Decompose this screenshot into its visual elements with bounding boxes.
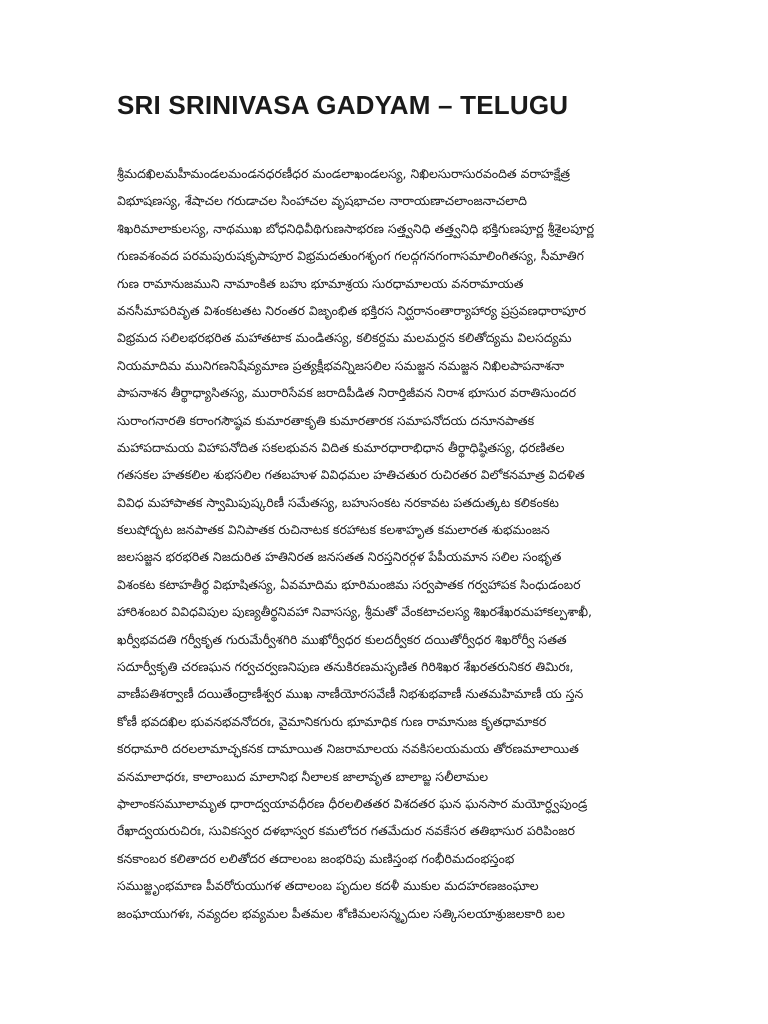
text-line: హారిశంబర వివిధవిపుల పుణ్యతీర్థనివహా నివాసస్య, శ్రీమతో వేంకటాచలస్య శిఖరశేఖరమహాకల్పశాఖీ, [117, 604, 593, 620]
text-line: విశంకట కటాహతీర్థ విభూషితస్య, ఏవమాదిమ భూరిమంజిమ సర్వపాతక గర్వహాపక సింధుడంబర [117, 576, 581, 592]
text-line: శ్రీమదఖిలమహీమండలమండనధరణీధర మండలాఖండలస్య, నిఖిలసురాసురవందిత వరాహక్షేత్ర [117, 166, 570, 181]
text-line: వాణీపతిశర్వాణీ దయితేంద్రాణీశ్వర ముఖ నాణీయోరసవేణీ నిభశుభవాణీ నుతమహిమాణీ య స్తన [117, 686, 584, 702]
text-line: కరధామారి దరలలామాచ్ఛకనక దామాయిత నిజరామాలయ నవకిసలయమయ తోరణమాలాయిత [117, 741, 579, 757]
text-line: గుణవశంవద పరమపురుషకృపాపూర విభ్రమదతుంగశృంగ గలద్గగనగంగాసమాలింగితస్య, సీమాతిగ [117, 248, 584, 264]
text-line: గతసకల హతకలిల శుభసలిల గతబహుళ వివిధమల హతిచతుర రుచిరతర విలోకనమాత్ర విదళిత [117, 467, 585, 483]
text-line: సురాంగనారతి కరాంగసౌష్ఠవ కుమారతాకృతి కుమారతారక సమాపనోదయ దనూనపాతక [117, 412, 535, 428]
text-line: జలసజ్జన భరభరిత నిజదురిత హతినిరత జనసతత నిరస్తనిరర్గళ పేపీయమాన సలిల సంభృత [117, 549, 562, 565]
text-line: వివిధ మహాపాతక స్వామిపుష్కరిణీ సమేతస్య, బహుసంకట నరకావట పతదుత్కట కలికంకట [117, 494, 559, 510]
text-line: వనమాలాధరః, కాలాంబుద మాలానిభ నీలాలక జాలావృత బాలాబ్జ సలీలామల [117, 768, 489, 784]
text-line: ఖర్వీభవదతి గర్వీకృత గురుమేర్వీశగిరి ముఖోర్వీధర కులదర్వీకర దయితోర్వీధర శిఖరోర్వీ సతత [117, 631, 567, 647]
text-line: కోణీ భవదఖిల భువనభవనోదరః, వైమానికగురు భూమాధిక గుణ రామానుజ కృతధామాకర [117, 713, 547, 729]
text-line: జంఘాయుగళః, నవ్యదల భవ్యమల పీతమల శోణిమలసన్మృదుల సత్కిసలయాశ్రుజలకారి బల [117, 905, 565, 921]
text-line: సదూర్వీకృతి చరణఘన గర్వచర్వణనిపుణ తనుకిరణమసృణిత గిరిశిఖర శేఖరతరునికర తిమిరః, [117, 659, 574, 675]
text-line: రేఖాద్వయరుచిరః, సువికస్వర దళభాస్వర కమలోదర గతమేదుర నవకేసర తతిభాసుర పరిపింజర [117, 823, 575, 839]
text-line: గుణ రామానుజముని నామాంకిత బహు భూమాశ్రయ సురధామాలయ వనరామాయత [117, 275, 524, 291]
text-line: మహాపదామయ విహాపనోదిత సకలభువన విదిత కుమారధారాభిధాన తీర్థాధిష్ఠితస్య, ధరణితల [117, 439, 565, 455]
text-line: వనసీమాపరివృత విశంకటతట నిరంతర విజృంభిత భక్తిరస నిర్ఘరానంతార్యాహార్య ప్రస్రవణధారాపూర [117, 302, 586, 318]
gadyam-text-body [117, 160, 657, 927]
text-line: కనకాంబర కలితాదర లలితోదర తదాలంబ జంభరిపు మణిస్తంభ గంభీరిమదంభస్తంభ [117, 850, 515, 866]
text-line: విభూషణస్య, శేషాచల గరుడాచల సింహాచల వృషభాచల నారాయణాచలాంజనాచలాది [117, 193, 527, 209]
text-line: ఫాలాంకసమూలామృత ధారాద్వయావధీరణ ధీరలలితతర విశదతర ఘన ఘనసార మయోర్ధ్వపుండ్ర [117, 795, 588, 811]
text-line: విభ్రమద సలిలభరభరిత మహాతటాక మండితస్య, కలికర్దమ మలమర్దన కలితోద్యమ విలసద్యమ [117, 330, 572, 346]
text-line: పాపనాశన తీర్థాధ్యాసితస్య, మురారిసేవక జరాదిపీడిత నిరార్తిజీవన నిరాశ భూసుర వరాతిసుందర [117, 385, 577, 401]
page-title: SRI SRINIVASA GADYAM – TELUGU [117, 90, 569, 120]
text-line: కలుషోద్భట జనపాతక వినిపాతక రుచినాటక కరహాటక కలశాహృత కమలారత శుభమంజన [117, 522, 550, 538]
text-line: నియమాదిమ మునిగణనిషేవ్యమాణ ప్రత్యక్షీభవన్నిజసలిల సమజ్జన నమజ్జన నిఖిలపాపనాశనా [117, 357, 565, 373]
text-line: సముజ్జృంభమాణ పీవరోరుయుగళ తదాలంబ పృదుల కదళీ ముకుల మదహరణజంఘాల [117, 878, 539, 894]
text-line: శిఖరిమాలాకులస్య, నాథముఖ బోధనిధివీథిగుణసాభరణ సత్త్వనిధి తత్త్వనిధి భక్తిగుణపూర్ణ శ్రీశైలపూర్ణ [117, 220, 595, 236]
